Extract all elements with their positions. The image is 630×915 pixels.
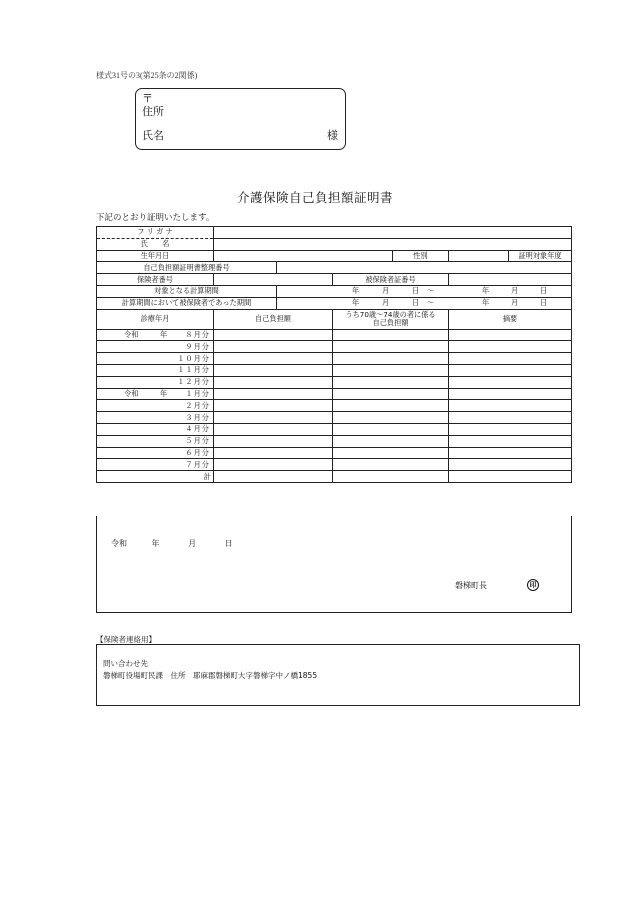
contact-office: 磐梯町役場町民課 住所 耶麻郡磐梯町大字磐梯字中ノ橋1855 (103, 671, 318, 680)
intro-text: 下記のとおり証明いたします。 (96, 213, 215, 223)
col-70-header-line2: 自己負担額 (372, 318, 409, 328)
month-name: ６月分 (185, 447, 210, 457)
insurer-number-field[interactable] (214, 274, 333, 286)
month-summary[interactable] (449, 388, 572, 400)
certificate-table (96, 226, 572, 483)
insured-period-field[interactable] (277, 297, 572, 309)
month-label (97, 459, 214, 471)
total-summary[interactable] (449, 471, 572, 483)
furigana-row (97, 227, 572, 239)
month-70-amount[interactable] (333, 435, 449, 447)
month-name: １２月分 (177, 377, 210, 387)
month-era: 令和 (124, 388, 139, 398)
month-self-amount[interactable] (214, 329, 333, 341)
month-summary[interactable] (449, 459, 572, 471)
col-self-header: 自己負担額 (214, 309, 333, 329)
month-70-amount[interactable] (333, 412, 449, 424)
month-70-amount[interactable] (333, 341, 449, 353)
month-era: 令和 (124, 329, 139, 339)
address-box (135, 88, 346, 150)
month-row (97, 459, 572, 471)
signature-box (96, 516, 572, 613)
target-year-cell (509, 250, 572, 262)
month-summary[interactable] (449, 447, 572, 459)
insured-period-row (97, 297, 572, 309)
insurer-row (97, 274, 572, 286)
name-field[interactable] (214, 238, 572, 250)
month-name: ９月分 (185, 341, 210, 351)
month-70-amount[interactable] (333, 364, 449, 376)
month-row (97, 400, 572, 412)
month-summary[interactable] (449, 364, 572, 376)
column-header-row (97, 309, 572, 329)
name-field-label: 氏 名 (97, 238, 214, 250)
month-name: １月分 (185, 388, 210, 398)
gender-field[interactable] (449, 250, 509, 262)
insurer-number-label: 保険者番号 (97, 274, 214, 286)
month-self-amount[interactable] (214, 364, 333, 376)
col-month-header: 診療年月 (97, 309, 214, 329)
document-title: 介護保険自己負担額証明書 (236, 190, 393, 205)
col-70-header-line1: うち70歳～74歳の者に係る (345, 310, 436, 320)
gender-label: 性別 (393, 250, 449, 262)
month-self-amount[interactable] (214, 341, 333, 353)
month-summary[interactable] (449, 423, 572, 435)
month-year: 年 (160, 388, 168, 398)
issue-date-month: 月 (188, 539, 197, 548)
period-label: 対象となる計算期間 (97, 285, 277, 297)
month-name: ８月分 (185, 329, 210, 339)
issue-date (111, 538, 233, 549)
total-70-amount[interactable] (333, 471, 449, 483)
insured-end-year: 年 (482, 298, 490, 308)
month-label (97, 353, 214, 365)
period-row (97, 285, 572, 297)
month-self-amount[interactable] (214, 435, 333, 447)
month-self-amount[interactable] (214, 423, 333, 435)
month-label (97, 435, 214, 447)
period-end-year: 年 (482, 286, 490, 296)
month-row (97, 341, 572, 353)
month-name: ３月分 (185, 412, 210, 422)
month-row (97, 329, 572, 341)
month-summary[interactable] (449, 353, 572, 365)
contact-inquiry: 問い合わせ先 (103, 659, 148, 668)
month-label (97, 341, 214, 353)
month-summary[interactable] (449, 435, 572, 447)
insured-end-day: 日 (540, 298, 548, 308)
month-name: １１月分 (177, 365, 210, 375)
month-name: ２月分 (185, 400, 210, 410)
period-start-day: 日 (412, 286, 420, 296)
month-70-amount[interactable] (333, 400, 449, 412)
birthdate-row (97, 250, 572, 262)
issue-date-year: 年 (151, 539, 160, 548)
total-self-amount[interactable] (214, 471, 333, 483)
cert-number-field[interactable] (277, 262, 572, 274)
month-label (97, 400, 214, 412)
seal-icon: 印 (527, 579, 539, 591)
month-summary[interactable] (449, 412, 572, 424)
month-label (97, 376, 214, 388)
month-70-amount[interactable] (333, 423, 449, 435)
month-label (97, 412, 214, 424)
furigana-label: フ リ ガ ナ (97, 227, 214, 239)
month-label (97, 423, 214, 435)
month-row (97, 364, 572, 376)
month-self-amount[interactable] (214, 353, 333, 365)
contact-box (96, 644, 580, 706)
month-row (97, 388, 572, 400)
mayor-title: 磐梯町長 (455, 581, 487, 590)
target-year-label: 証明対象年度 (518, 250, 562, 260)
month-70-amount[interactable] (333, 329, 449, 341)
birthdate-field[interactable] (214, 250, 393, 262)
month-name: ４月分 (185, 424, 210, 434)
month-row (97, 423, 572, 435)
name-label: 氏名 (142, 129, 164, 142)
month-70-amount[interactable] (333, 447, 449, 459)
period-start-year: 年 (352, 286, 360, 296)
col-summary-header: 摘要 (449, 309, 572, 329)
total-label: 計 (97, 471, 214, 483)
total-row (97, 471, 572, 483)
insured-end-month: 月 (511, 298, 519, 308)
month-label (97, 329, 214, 341)
cert-number-row (97, 262, 572, 274)
month-row (97, 376, 572, 388)
insured-start-month: 月 (382, 298, 390, 308)
insured-start-year: 年 (352, 298, 360, 308)
month-row (97, 353, 572, 365)
issue-date-era: 令和 (111, 539, 127, 548)
name-row (97, 238, 572, 250)
month-row (97, 447, 572, 459)
month-self-amount[interactable] (214, 388, 333, 400)
month-row (97, 412, 572, 424)
month-summary[interactable] (449, 341, 572, 353)
birthdate-label: 生年月日 (97, 250, 214, 262)
cert-number-label: 自己負担額証明書整理番号 (97, 262, 277, 274)
period-end-month: 月 (511, 286, 519, 296)
month-70-amount[interactable] (333, 353, 449, 365)
col-70-header (333, 309, 449, 329)
insured-start-day: 日 (412, 298, 420, 308)
month-label (97, 364, 214, 376)
month-self-amount[interactable] (214, 447, 333, 459)
period-end-day: 日 (540, 286, 548, 296)
month-self-amount[interactable] (214, 376, 333, 388)
month-70-amount[interactable] (333, 388, 449, 400)
insured-tilde: ～ (427, 298, 435, 308)
month-name: ７月分 (185, 459, 210, 469)
issue-date-day: 日 (224, 539, 233, 548)
form-number: 様式31号の3(第25条の2関係) (96, 71, 198, 80)
month-70-amount[interactable] (333, 376, 449, 388)
period-start-month: 月 (382, 286, 390, 296)
period-field[interactable] (277, 285, 572, 297)
insured-number-label: 被保険者証番号 (333, 274, 449, 286)
insured-number-field[interactable] (449, 274, 572, 286)
period-tilde: ～ (427, 286, 435, 296)
month-self-amount[interactable] (214, 400, 333, 412)
month-name: １０月分 (177, 353, 210, 363)
contact-title: 【保険者連絡用】 (96, 635, 156, 644)
month-summary[interactable] (449, 329, 572, 341)
month-row (97, 435, 572, 447)
month-70-amount[interactable] (333, 459, 449, 471)
month-label (97, 388, 214, 400)
month-label (97, 447, 214, 459)
month-name: ５月分 (185, 436, 210, 446)
postal-mark: 〒 (142, 92, 153, 105)
furigana-field[interactable] (214, 227, 572, 239)
honorific: 様 (327, 129, 338, 142)
month-self-amount[interactable] (214, 412, 333, 424)
month-self-amount[interactable] (214, 459, 333, 471)
insured-period-label: 計算期間において被保険者であった期間 (97, 297, 277, 309)
address-label: 住所 (142, 105, 164, 118)
month-summary[interactable] (449, 376, 572, 388)
month-year: 年 (160, 329, 168, 339)
month-summary[interactable] (449, 400, 572, 412)
